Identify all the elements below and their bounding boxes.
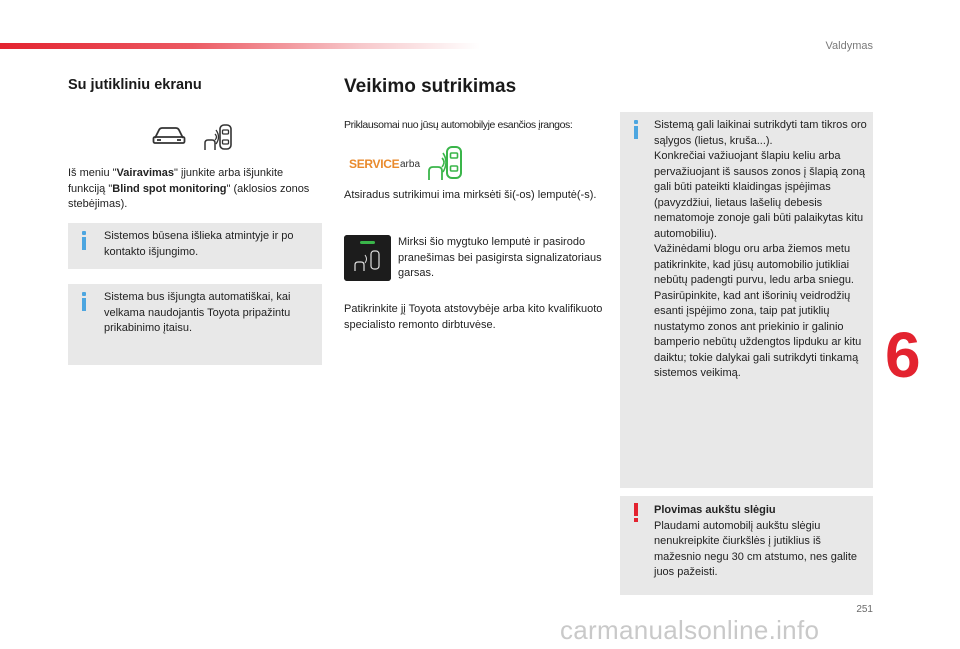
chapter-number: 6	[885, 319, 921, 391]
malfunction-heading: Veikimo sutrikimas	[344, 76, 517, 97]
blind-spot-monitor-icon	[203, 124, 235, 152]
info-text-weather: Sistemą gali laikinai sutrikdyti tam tikros oro sąlygos (lietus, kruša...). Konkrečiai važiuojant šlapiu keliu arba pervažiuojant iš sausos zonos į šlapią zoną gali būti pateikti klaidingas įspėjimas (pavyzdžiui, lietaus lašelių debesis nematomoje zonoje gali būti palaikytas kitu automobiliu). Važinėdami blogu oru arba žiemos metu patikrinkite, kad jūsų automobilio jutikliai nebūtų padengti purvu, ledu arba sniegu. Pasirūpinkite, kad ant išorinių veidrodžių esanti įspėjimo zona, taip pat jutiklių nustatymo zonos ant priekinio ir galinio bamperio nebūtų uždengtos lipduku ar kitu daiktu; tokie dalykai gali sutrikdyti tinkamą sistemos veikimą.	[654, 119, 867, 379]
equipment-note: Priklausomai nuo jūsų automobilyje esančios įrangos:	[344, 119, 573, 131]
warning-text: Plaudami automobilį aukštu slėgiu nenukreipkite čiurkšlės į jutiklius iš mažesnio negu 30 cm atstumo, nes galite juos pažeisti.	[654, 519, 858, 578]
info-text-towing: Sistema bus išjungta automatiškai, kai velkama naudojantis Toyota pripažintu prikabinimo įtaisu.	[104, 291, 291, 334]
fault-text: Atsiradus sutrikimui ima mirksėti ši(-os) lemputė(-s).	[344, 189, 597, 201]
service-warning-label: SERVICE	[349, 157, 400, 171]
check-dealer-text: Patikrinkite jį Toyota atstovybėje arba kito kvalifikuoto specialisto remonto dirbtuvėse.	[344, 303, 603, 331]
page-number: 251	[856, 604, 873, 615]
header-accent-bar	[0, 43, 480, 49]
watermark: carmanualsonline.info	[560, 615, 820, 645]
blink-text: Mirksi šio mygtuko lemputė ir pasirodo pranešimas bei pasigirsta signalizatoriaus garsas.	[398, 236, 602, 279]
touchscreen-heading: Su jutikliniu ekranu	[68, 77, 202, 93]
menu-instruction: Iš meniu "Vairavimas" įjunkite arba išjunkite funkciją "Blind spot monitoring" (aklosios zonos stebėjimas).	[68, 167, 310, 210]
exclamation-icon	[634, 503, 639, 522]
info-icon	[634, 120, 638, 139]
warning-title: Plovimas aukštu slėgiu	[654, 504, 776, 516]
car-front-icon	[152, 126, 186, 146]
section-label: Valdymas	[825, 40, 873, 52]
info-icon	[82, 231, 86, 250]
info-text-memory: Sistemos būsena išlieka atmintyje ir po kontakto išjungimo.	[104, 230, 294, 258]
warning-content	[654, 503, 868, 581]
blind-spot-button-image	[344, 235, 391, 281]
or-label: arba	[400, 159, 421, 170]
blind-spot-warning-icon	[427, 146, 467, 182]
info-icon	[82, 292, 86, 311]
